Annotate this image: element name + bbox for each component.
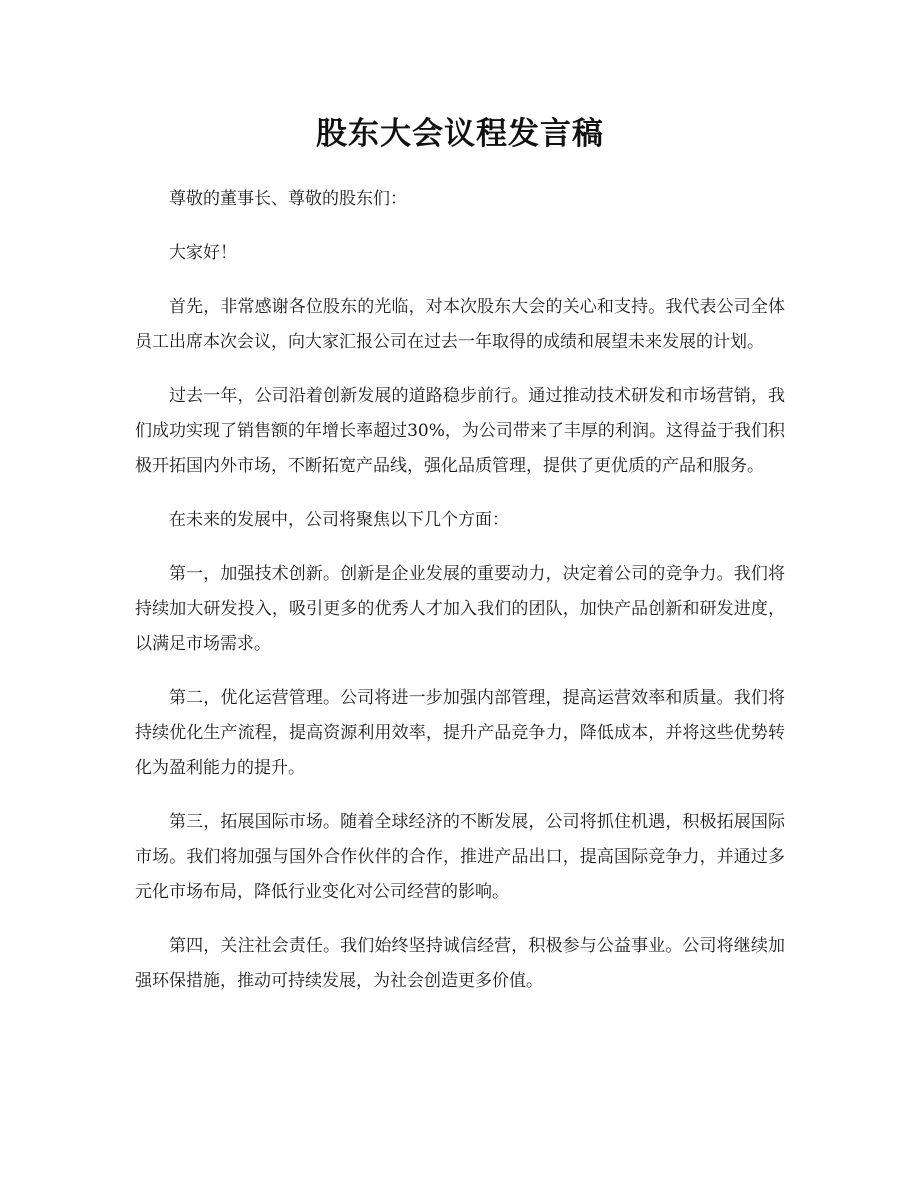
paragraph-point-1: 第一，加强技术创新。创新是企业发展的重要动力，决定着公司的竞争力。我们将持续加大研发投入，吸引更多的优秀人才加入我们的团队，加快产品创新和研发进度，以满足市场需求。 xyxy=(135,564,785,654)
paragraph-point-4: 第四，关注社会责任。我们始终坚持诚信经营，积极参与公益事业。公司将继续加强环保措施，推动可持续发展，为社会创造更多价值。 xyxy=(135,936,785,991)
greeting: 大家好！ xyxy=(169,243,237,263)
paragraph-thanks: 首先，非常感谢各位股东的光临，对本次股东大会的关心和支持。我代表公司全体员工出席本次会议，向大家汇报公司在过去一年取得的成绩和展望未来发展的计划。 xyxy=(135,297,785,352)
paragraph-past-year: 过去一年，公司沿着创新发展的道路稳步前行。通过推动技术研发和市场营销，我们成功实现了销售额的年增长率超过30%，为公司带来了丰厚的利润。这得益于我们积极开拓国内外市场，不断拓宽产品线，强化品质管理，提供了更优质的产品和服务。 xyxy=(135,386,785,476)
document-body xyxy=(135,182,785,1018)
page-title: 股东大会议程发言稿 xyxy=(316,116,604,152)
salutation: 尊敬的董事长、尊敬的股东们： xyxy=(169,189,407,209)
paragraph-point-3: 第三，拓展国际市场。随着全球经济的不断发展，公司将抓住机遇，积极拓展国际市场。我们将加强与国外合作伙伴的合作，推进产品出口，提高国际竞争力，并通过多元化市场布局，降低行业变化对公司经营的影响。 xyxy=(135,812,785,902)
paragraph-point-2: 第二，优化运营管理。公司将进一步加强内部管理，提高运营效率和质量。我们将持续优化生产流程，提高资源利用效率，提升产品竞争力，降低成本，并将这些优势转化为盈利能力的提升。 xyxy=(135,688,785,778)
paragraph-future-intro: 在未来的发展中，公司将聚焦以下几个方面： xyxy=(169,510,509,530)
